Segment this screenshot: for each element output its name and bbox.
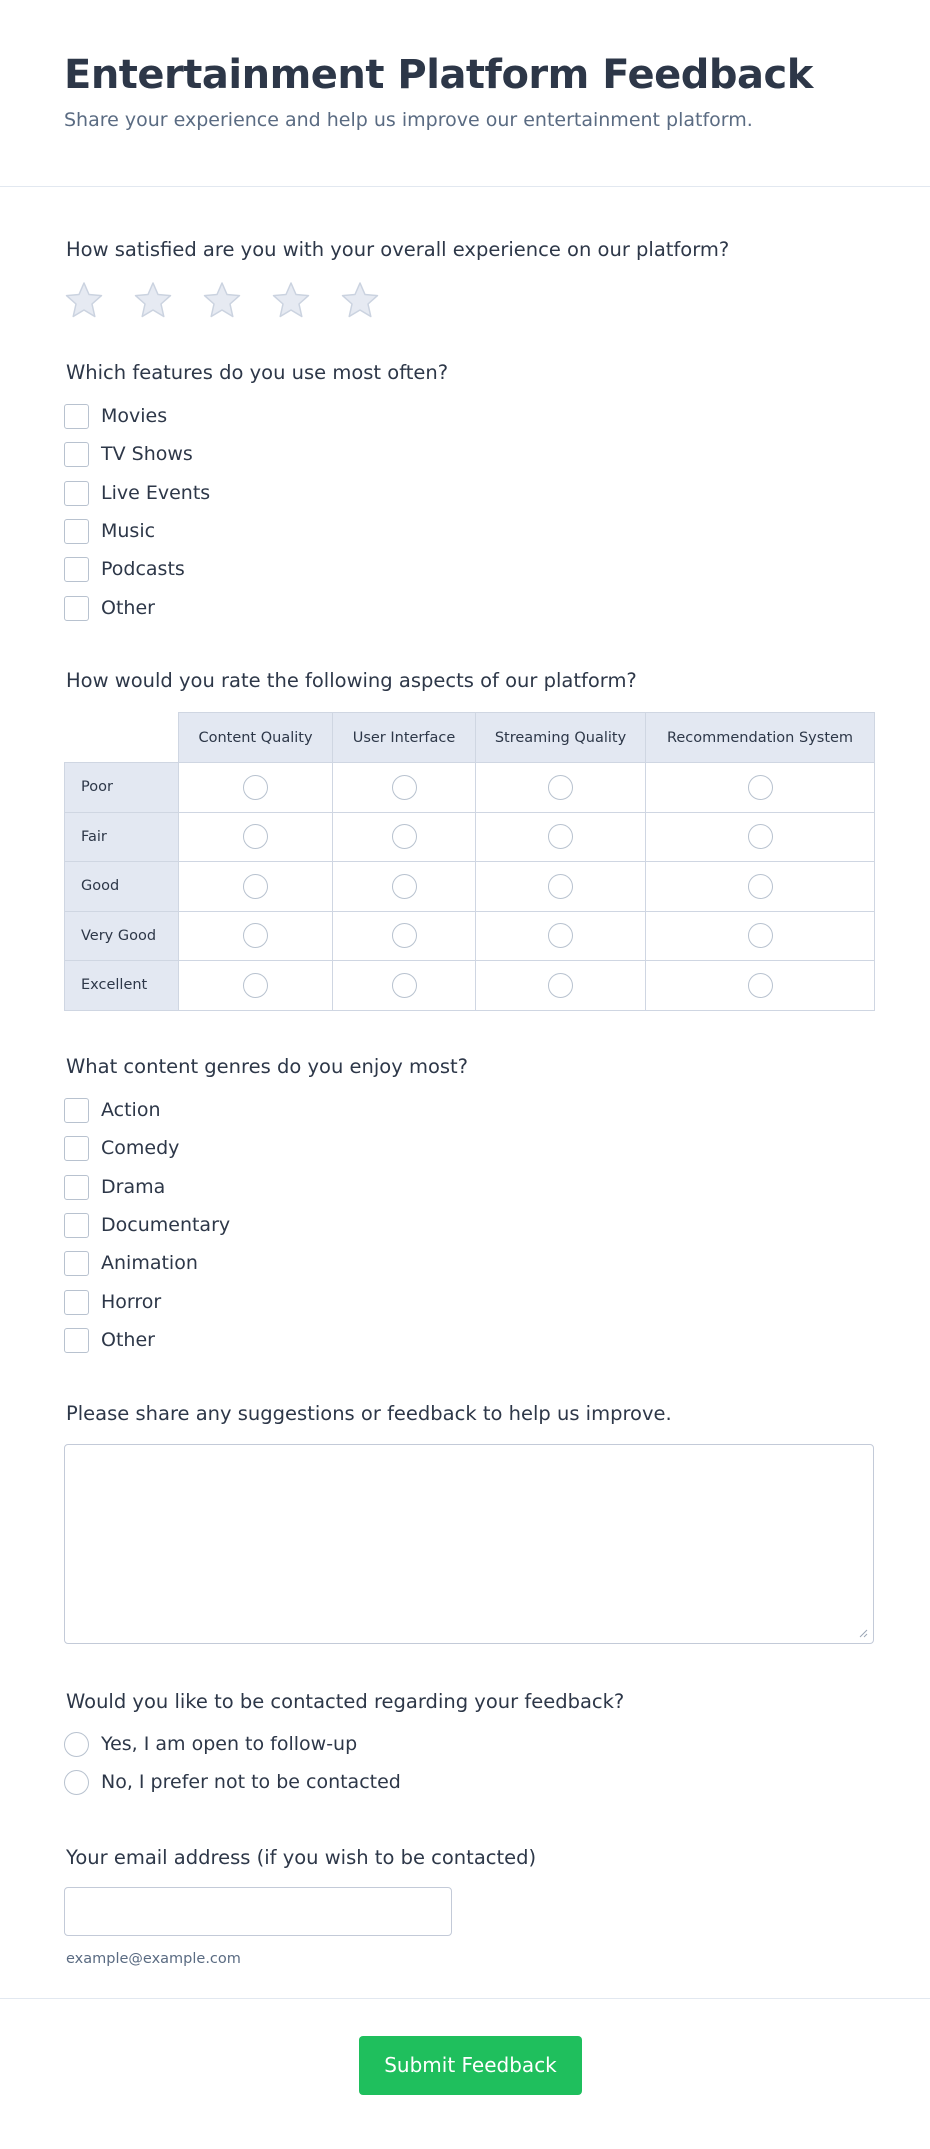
email-question: Your email address (if you wish to be contacted) [66, 1846, 537, 1869]
checkbox[interactable] [64, 1136, 89, 1161]
matrix-row [65, 812, 875, 862]
matrix-row-header: Poor [65, 763, 179, 813]
matrix-radio[interactable] [548, 775, 573, 800]
matrix-radio[interactable] [548, 874, 573, 899]
checkbox[interactable] [64, 519, 89, 544]
checkbox[interactable] [64, 1213, 89, 1238]
option-label: Movies [101, 405, 168, 427]
matrix-radio[interactable] [392, 973, 417, 998]
checkbox[interactable] [64, 481, 89, 506]
matrix-column-header: Recommendation System [646, 713, 875, 763]
checkbox[interactable] [64, 442, 89, 467]
rating-matrix [64, 712, 874, 1010]
matrix-row [65, 961, 875, 1011]
star-icon[interactable] [202, 280, 242, 320]
matrix-row [65, 862, 875, 912]
star-icon[interactable] [133, 280, 173, 320]
radio-button[interactable] [64, 1732, 89, 1757]
satisfaction-question: How satisfied are you with your overall experience on our platform? [66, 238, 730, 261]
checkbox[interactable] [64, 1290, 89, 1315]
matrix-radio[interactable] [243, 874, 268, 899]
genres-question: What content genres do you enjoy most? [66, 1055, 469, 1078]
option-label: Documentary [101, 1214, 231, 1236]
checkbox[interactable] [64, 404, 89, 429]
checkbox[interactable] [64, 1175, 89, 1200]
option-label: Podcasts [101, 558, 185, 580]
checkbox[interactable] [64, 557, 89, 582]
contact-question: Would you like to be contacted regarding your feedback? [66, 1690, 625, 1713]
matrix-row [65, 911, 875, 961]
matrix-radio[interactable] [392, 923, 417, 948]
matrix-radio[interactable] [243, 824, 268, 849]
option-label: Other [101, 1329, 155, 1351]
checkbox[interactable] [64, 1328, 89, 1353]
matrix-row-header: Very Good [65, 911, 179, 961]
matrix-row-header: Good [65, 862, 179, 912]
option-label: Music [101, 520, 156, 542]
email-hint: example@example.com [66, 1951, 241, 1967]
page-subtitle: Share your experience and help us improve our entertainment platform. [64, 109, 753, 131]
option-label: Horror [101, 1291, 162, 1313]
matrix-radio[interactable] [392, 775, 417, 800]
matrix-radio[interactable] [243, 973, 268, 998]
email-input[interactable] [64, 1887, 452, 1936]
option-label: Action [101, 1099, 161, 1121]
matrix-corner [65, 713, 179, 763]
checkbox[interactable] [64, 596, 89, 621]
checkbox[interactable] [64, 1098, 89, 1123]
matrix-radio[interactable] [548, 923, 573, 948]
suggestions-textarea[interactable] [64, 1444, 874, 1644]
suggestions-question: Please share any suggestions or feedback to help us improve. [66, 1402, 672, 1425]
features-question: Which features do you use most often? [66, 361, 449, 384]
option-label: Animation [101, 1252, 198, 1274]
option-label: Drama [101, 1176, 166, 1198]
submit-button[interactable]: Submit Feedback [359, 2036, 582, 2095]
matrix-column-header: Streaming Quality [476, 713, 646, 763]
matrix-radio[interactable] [243, 923, 268, 948]
resize-grip-icon[interactable] [858, 1628, 868, 1638]
matrix-radio[interactable] [748, 824, 773, 849]
option-label: TV Shows [101, 443, 193, 465]
matrix-radio[interactable] [392, 824, 417, 849]
star-icon[interactable] [271, 280, 311, 320]
form-header [0, 0, 930, 187]
matrix-radio[interactable] [548, 973, 573, 998]
checkbox[interactable] [64, 1251, 89, 1276]
matrix-row-header: Excellent [65, 961, 179, 1011]
matrix-column-header: Content Quality [179, 713, 333, 763]
matrix-radio[interactable] [748, 923, 773, 948]
matrix-column-header: User Interface [333, 713, 476, 763]
star-icon[interactable] [64, 280, 104, 320]
matrix-radio[interactable] [748, 874, 773, 899]
page-title: Entertainment Platform Feedback [64, 52, 813, 98]
matrix-row-header: Fair [65, 812, 179, 862]
matrix-row [65, 763, 875, 813]
matrix-radio[interactable] [748, 775, 773, 800]
option-label: Live Events [101, 482, 211, 504]
matrix-radio[interactable] [748, 973, 773, 998]
radio-button[interactable] [64, 1770, 89, 1795]
option-label: Comedy [101, 1137, 180, 1159]
matrix-radio[interactable] [548, 824, 573, 849]
rating-matrix-question: How would you rate the following aspects of our platform? [66, 669, 637, 692]
star-icon[interactable] [340, 280, 380, 320]
matrix-radio[interactable] [243, 775, 268, 800]
footer-divider [0, 1998, 930, 1999]
option-label: No, I prefer not to be contacted [101, 1771, 401, 1793]
matrix-radio[interactable] [392, 874, 417, 899]
option-label: Yes, I am open to follow-up [101, 1733, 358, 1755]
option-label: Other [101, 597, 155, 619]
